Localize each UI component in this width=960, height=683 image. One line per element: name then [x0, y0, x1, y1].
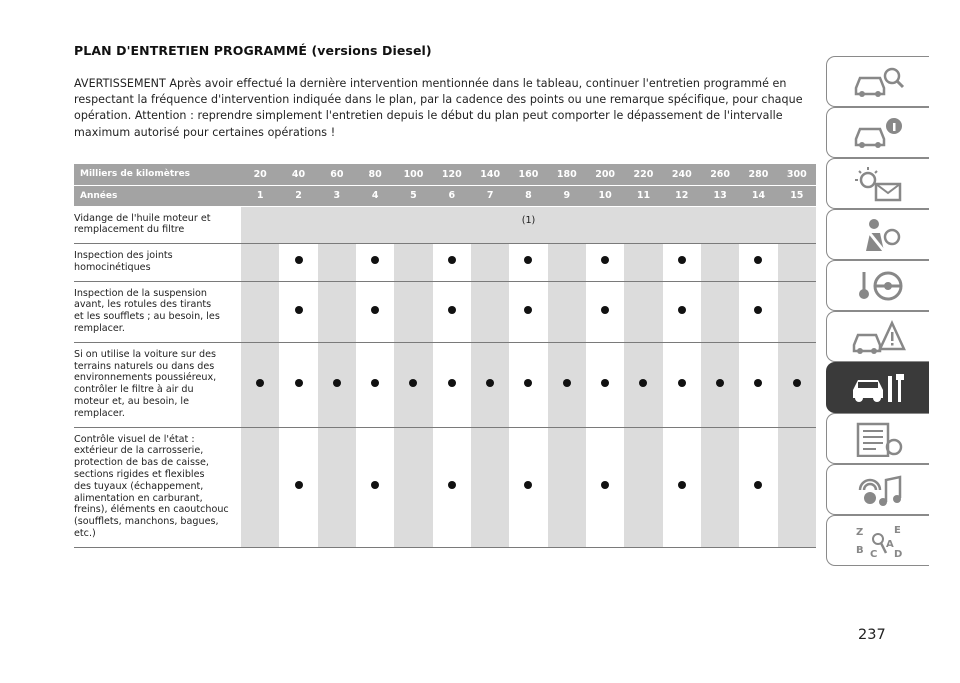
scheduled-dot-icon	[716, 379, 724, 387]
chapter-tab[interactable]	[826, 515, 929, 566]
schedule-cell	[279, 281, 317, 342]
years-header-cell: 1	[241, 185, 279, 206]
schedule-cell	[624, 342, 662, 427]
table-row	[74, 244, 816, 282]
years-header-row	[74, 185, 816, 206]
car-maintenance-icon	[850, 370, 906, 406]
schedule-cell	[509, 342, 547, 427]
years-header-cell: 9	[548, 185, 586, 206]
key-steering-wheel-icon	[850, 268, 906, 304]
multimedia-icon	[850, 472, 906, 508]
km-header-cell: 300	[778, 164, 816, 185]
scheduled-dot-icon	[371, 256, 379, 264]
warning-light-message-icon	[850, 166, 906, 202]
years-header-cell: 15	[778, 185, 816, 206]
schedule-cell	[548, 281, 586, 342]
scheduled-dot-icon	[563, 379, 571, 387]
schedule-cell	[663, 427, 701, 547]
km-header-cell: 280	[739, 164, 777, 185]
km-header-cell: 80	[356, 164, 394, 185]
schedule-cell	[279, 342, 317, 427]
years-header-cell: 5	[394, 185, 432, 206]
svg-text:A: A	[886, 538, 894, 550]
scheduled-dot-icon	[295, 379, 303, 387]
svg-text:E: E	[894, 524, 901, 536]
years-header-cell: 3	[318, 185, 356, 206]
svg-text:Z: Z	[856, 526, 864, 538]
warning-paragraph: AVERTISSEMENT Après avoir effectué la dernière intervention mentionnée dans le tableau, continuer l'entretien programmé en respectant la fréquence d'intervention indiquée dans le plan, par la cadence des points ou une remarque spécifique, pour chaque opération. Attention : reprendre simplement l'entretien depuis le début du plan peut comporter le dépassement de l'intervalle maximum autorisé pour certaines opérations !	[74, 77, 803, 139]
schedule-cell	[471, 342, 509, 427]
years-header-cell: 8	[509, 185, 547, 206]
chapter-tab[interactable]	[826, 158, 929, 209]
years-header-cell: 13	[701, 185, 739, 206]
schedule-cell	[509, 244, 547, 282]
schedule-cell	[356, 281, 394, 342]
schedule-cell	[586, 281, 624, 342]
schedule-cell	[433, 244, 471, 282]
schedule-cell	[701, 342, 739, 427]
table-row	[74, 281, 816, 342]
svg-text:C: C	[870, 548, 878, 559]
schedule-cell	[548, 427, 586, 547]
scheduled-dot-icon	[678, 306, 686, 314]
chapter-tab[interactable]	[826, 464, 929, 515]
schedule-cell	[548, 244, 586, 282]
scheduled-dot-icon	[754, 256, 762, 264]
scheduled-dot-icon	[486, 379, 494, 387]
scheduled-dot-icon	[371, 481, 379, 489]
scheduled-dot-icon	[333, 379, 341, 387]
schedule-cell	[778, 281, 816, 342]
svg-text:D: D	[894, 548, 903, 559]
table-row	[74, 206, 816, 244]
chapter-tab[interactable]	[826, 209, 929, 260]
schedule-cell	[318, 281, 356, 342]
schedule-cell	[394, 281, 432, 342]
schedule-cell	[778, 342, 816, 427]
chapter-tab[interactable]	[826, 260, 929, 311]
car-info-icon	[850, 115, 906, 151]
airbag-seatbelt-icon	[850, 217, 906, 253]
km-header-row	[74, 164, 816, 185]
scheduled-dot-icon	[754, 481, 762, 489]
scheduled-dot-icon	[448, 306, 456, 314]
schedule-cell	[586, 427, 624, 547]
scheduled-dot-icon	[601, 379, 609, 387]
schedule-cell	[433, 281, 471, 342]
scheduled-dot-icon	[371, 379, 379, 387]
scheduled-dot-icon	[409, 379, 417, 387]
schedule-cell	[241, 281, 279, 342]
schedule-cell	[356, 244, 394, 282]
years-header-cell: 4	[356, 185, 394, 206]
schedule-cell	[433, 342, 471, 427]
scheduled-dot-icon	[295, 481, 303, 489]
page-title: PLAN D'ENTRETIEN PROGRAMMÉ (versions Diesel)	[74, 43, 432, 58]
schedule-cell	[279, 244, 317, 282]
schedule-cell	[586, 342, 624, 427]
schedule-cell	[318, 342, 356, 427]
km-header-cell: 20	[241, 164, 279, 185]
schedule-cell	[663, 244, 701, 282]
schedule-cell	[394, 342, 432, 427]
km-header-label: Milliers de kilomètres	[74, 164, 241, 185]
operation-label: Inspection de la suspension avant, les rotules des tirants et les soufflets ; au besoin, les remplacer.	[74, 281, 241, 342]
svg-text:B: B	[856, 544, 864, 556]
years-header-cell: 12	[663, 185, 701, 206]
schedule-cell	[739, 244, 777, 282]
scheduled-dot-icon	[295, 256, 303, 264]
km-header-cell: 60	[318, 164, 356, 185]
car-emergency-icon	[850, 319, 906, 355]
schedule-cell	[739, 281, 777, 342]
schedule-cell	[701, 281, 739, 342]
scheduled-dot-icon	[639, 379, 647, 387]
schedule-cell	[241, 342, 279, 427]
years-header-cell: 7	[471, 185, 509, 206]
operation-label: Vidange de l'huile moteur et remplacement du filtre	[74, 206, 241, 244]
schedule-cell	[394, 427, 432, 547]
scheduled-dot-icon	[524, 256, 532, 264]
km-header-cell: 140	[471, 164, 509, 185]
page-number: 237	[858, 627, 886, 643]
schedule-cell	[739, 342, 777, 427]
scheduled-dot-icon	[678, 256, 686, 264]
scheduled-dot-icon	[295, 306, 303, 314]
km-header-cell: 160	[509, 164, 547, 185]
chapter-tab[interactable]	[826, 413, 929, 464]
operation-label: Contrôle visuel de l'état : extérieur de la carrosserie, protection de bas de caisse, sections rigides et flexibles des tuyaux (échappement, alimentation en carburant, freins), éléments en caoutchouc (soufflets, manchons, bagues, etc.)	[74, 427, 241, 547]
years-header-cell: 11	[624, 185, 662, 206]
years-header-cell: 2	[279, 185, 317, 206]
maintenance-table	[74, 164, 816, 548]
km-header-cell: 240	[663, 164, 701, 185]
scheduled-dot-icon	[601, 306, 609, 314]
years-header-cell: 14	[739, 185, 777, 206]
scheduled-dot-icon	[754, 379, 762, 387]
schedule-cell	[778, 244, 816, 282]
technical-data-icon	[850, 421, 906, 457]
schedule-cell	[624, 281, 662, 342]
note-reference: (1)	[241, 206, 816, 244]
scheduled-dot-icon	[793, 379, 801, 387]
alphabetical-index-icon	[850, 523, 906, 559]
schedule-cell	[318, 427, 356, 547]
chapter-tab[interactable]	[826, 311, 929, 362]
chapter-tab[interactable]	[826, 107, 929, 158]
scheduled-dot-icon	[524, 306, 532, 314]
schedule-cell	[509, 281, 547, 342]
scheduled-dot-icon	[371, 306, 379, 314]
km-header-cell: 100	[394, 164, 432, 185]
schedule-cell	[509, 427, 547, 547]
scheduled-dot-icon	[601, 481, 609, 489]
schedule-cell	[471, 244, 509, 282]
schedule-cell	[624, 244, 662, 282]
schedule-cell	[663, 281, 701, 342]
schedule-cell	[778, 427, 816, 547]
table-row	[74, 427, 816, 547]
schedule-cell	[318, 244, 356, 282]
schedule-cell	[471, 427, 509, 547]
schedule-cell	[701, 244, 739, 282]
years-header-label: Années	[74, 185, 241, 206]
scheduled-dot-icon	[256, 379, 264, 387]
scheduled-dot-icon	[448, 481, 456, 489]
operation-label: Si on utilise la voiture sur des terrains naturels ou dans des environnements poussiéreux, contrôler le filtre à air du moteur et, au besoin, le remplacer.	[74, 342, 241, 427]
chapter-tab[interactable]	[826, 56, 929, 107]
schedule-cell	[433, 427, 471, 547]
schedule-cell	[241, 244, 279, 282]
km-header-cell: 120	[433, 164, 471, 185]
schedule-cell	[624, 427, 662, 547]
scheduled-dot-icon	[601, 256, 609, 264]
years-header-cell: 6	[433, 185, 471, 206]
scheduled-dot-icon	[524, 481, 532, 489]
table-row	[74, 342, 816, 427]
km-header-cell: 260	[701, 164, 739, 185]
km-header-cell: 220	[624, 164, 662, 185]
km-header-cell: 40	[279, 164, 317, 185]
schedule-cell	[356, 427, 394, 547]
schedule-cell	[241, 427, 279, 547]
chapter-tab[interactable]	[826, 362, 929, 413]
scheduled-dot-icon	[678, 379, 686, 387]
scheduled-dot-icon	[448, 256, 456, 264]
schedule-cell	[663, 342, 701, 427]
schedule-cell	[356, 342, 394, 427]
scheduled-dot-icon	[524, 379, 532, 387]
km-header-cell: 180	[548, 164, 586, 185]
operation-label: Inspection des joints homocinétiques	[74, 244, 241, 282]
km-header-cell: 200	[586, 164, 624, 185]
scheduled-dot-icon	[448, 379, 456, 387]
scheduled-dot-icon	[754, 306, 762, 314]
schedule-cell	[471, 281, 509, 342]
schedule-cell	[548, 342, 586, 427]
schedule-cell	[739, 427, 777, 547]
schedule-cell	[701, 427, 739, 547]
schedule-cell	[586, 244, 624, 282]
schedule-cell	[394, 244, 432, 282]
schedule-cell	[279, 427, 317, 547]
scheduled-dot-icon	[678, 481, 686, 489]
years-header-cell: 10	[586, 185, 624, 206]
car-search-icon	[850, 64, 906, 100]
